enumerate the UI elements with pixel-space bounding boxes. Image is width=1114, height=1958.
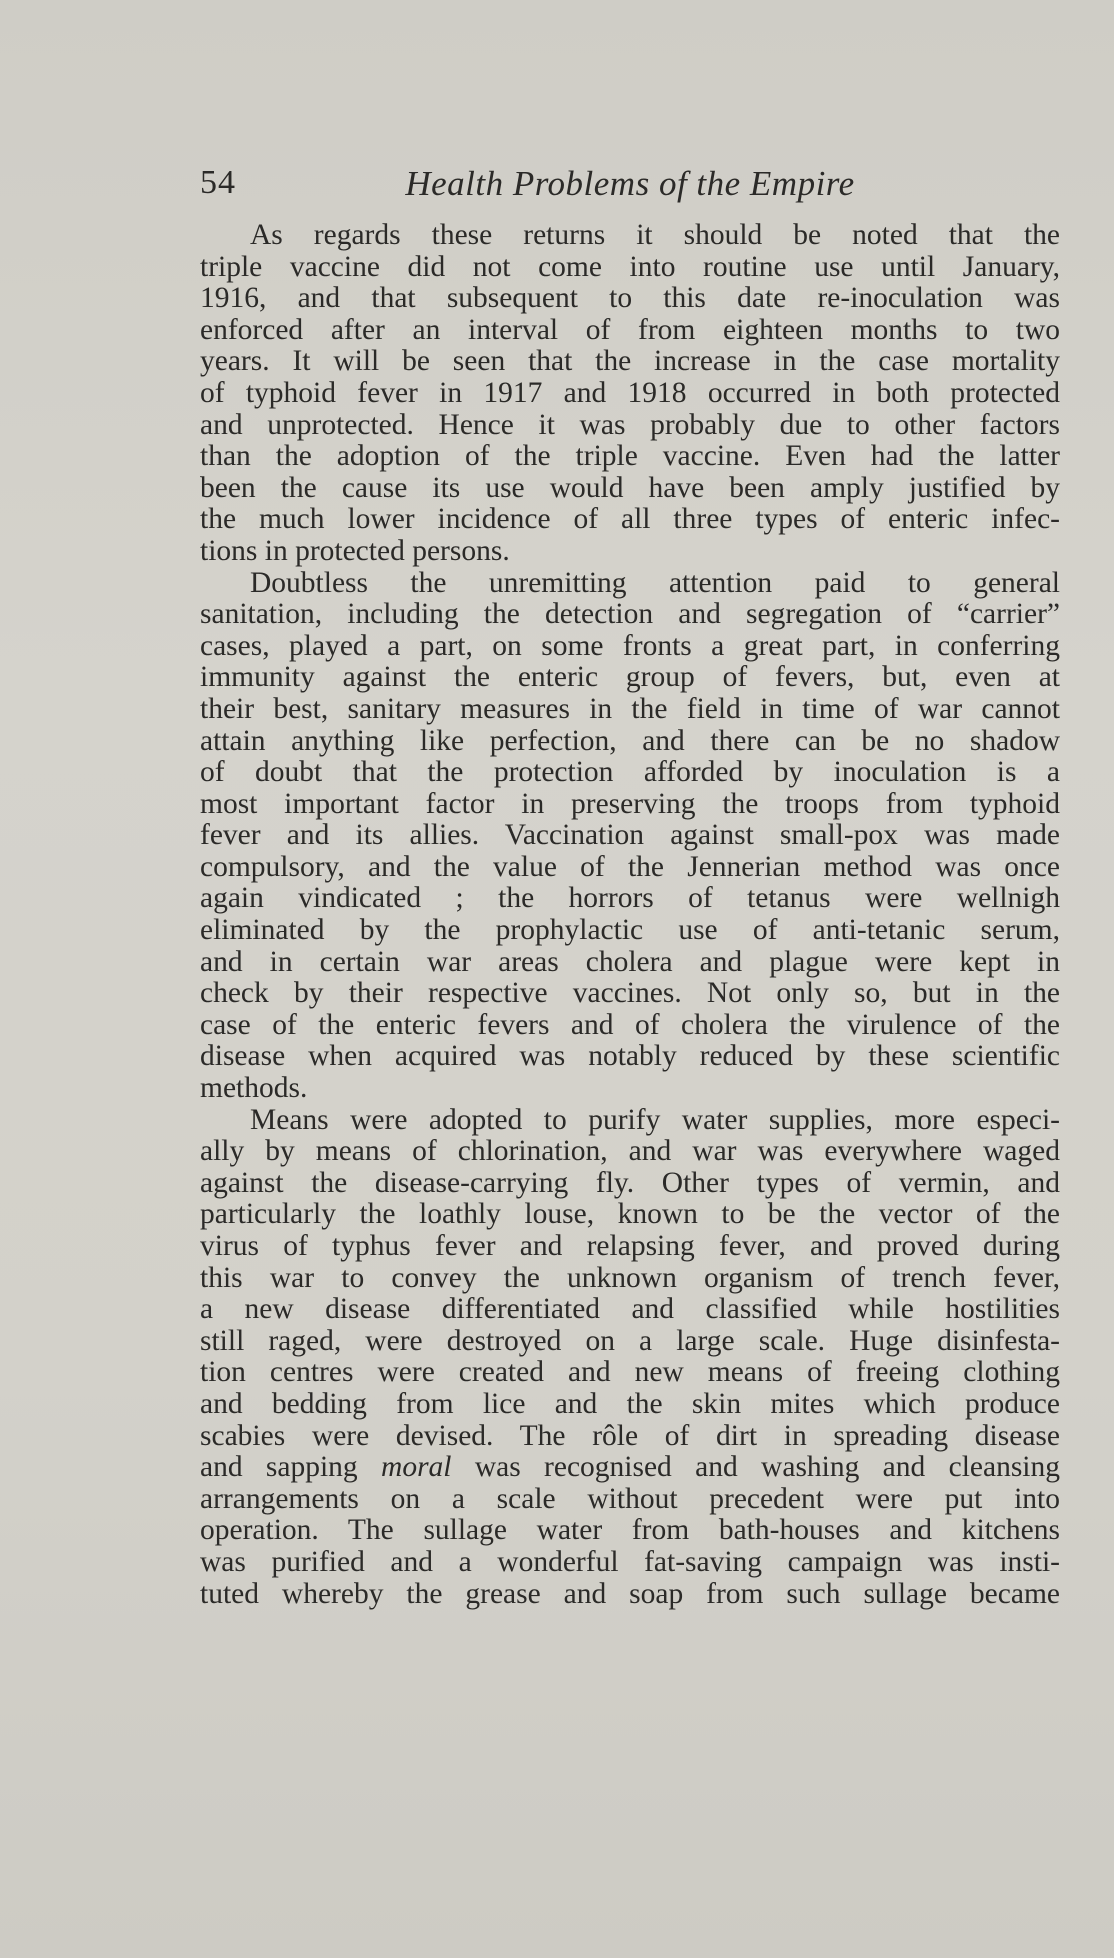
text-line: tuted whereby the grease and soap from such sullage became	[200, 1577, 1060, 1610]
text-line: their best, sanitary measures in the field in time of war cannot	[200, 692, 1060, 725]
text-line: particularly the loathly louse, known to be the vector of the	[200, 1198, 1060, 1231]
text-line: than the adoption of the triple vaccine. Even had the latter	[200, 440, 1060, 473]
text-line: methods.	[200, 1072, 308, 1105]
italic-word: moral	[381, 1451, 452, 1484]
text-line: ally by means of chlorination, and war was everywhere waged	[200, 1135, 1060, 1168]
text-run: and sapping	[200, 1451, 358, 1484]
text-line: and bedding from lice and the skin mites which produce	[200, 1387, 1060, 1420]
text-line: a new disease differentiated and classified while hostilities	[200, 1293, 1060, 1326]
text-line: Doubtless the unremitting attention paid to general	[250, 566, 1060, 599]
paragraph	[200, 220, 1060, 568]
text-line: As regards these returns it should be noted that the	[250, 219, 1060, 251]
text-line: cases, played a part, on some fronts a great part, in conferring	[200, 629, 1060, 662]
text-line: Means were adopted to purify water supplies, more especi-	[250, 1103, 1060, 1136]
text-line: compulsory, and the value of the Jennerian method was once	[200, 850, 1060, 883]
text-line: still raged, were destroyed on a large scale. Huge disinfesta-	[200, 1324, 1060, 1357]
text-line: tions in protected persons.	[200, 534, 510, 567]
running-head	[200, 160, 1060, 208]
text-line: was purified and a wonderful fat-saving campaign was insti-	[200, 1545, 1060, 1578]
text-line: been the cause its use would have been amply justified by	[200, 471, 1060, 504]
paragraph	[200, 568, 1060, 1105]
text-line: of typhoid fever in 1917 and 1918 occurred in both protected	[200, 376, 1060, 409]
text-line: and in certain war areas cholera and plague were kept in	[200, 945, 1060, 978]
text-line: the much lower incidence of all three types of enteric infec-	[200, 503, 1060, 536]
text-line: sanitation, including the detection and segregation of “carrier”	[200, 598, 1060, 631]
text-line: and unprotected. Hence it was probably due to other factors	[200, 408, 1060, 441]
text-line: against the disease-carrying fly. Other types of vermin, and	[200, 1166, 1060, 1199]
text-line: disease when acquired was notably reduced by these scientific	[200, 1040, 1060, 1073]
paragraph	[200, 1105, 1060, 1611]
body-text	[200, 220, 1060, 1610]
text-line: again vindicated ; the horrors of tetanus were wellnigh	[200, 882, 1060, 915]
text-line: arrangements on a scale without precedent were put into	[200, 1482, 1060, 1515]
page-number: 54	[200, 164, 236, 201]
text-line: tion centres were created and new means of freeing clothing	[200, 1356, 1060, 1389]
text-line	[200, 1452, 1060, 1484]
text-line: scabies were devised. The rôle of dirt in spreading disease	[200, 1419, 1060, 1452]
text-line: case of the enteric fevers and of cholera the virulence of the	[200, 1008, 1060, 1041]
book-page	[200, 160, 1060, 1610]
text-line: this war to convey the unknown organism of trench fever,	[200, 1261, 1060, 1294]
text-line: attain anything like perfection, and there can be no shadow	[200, 724, 1060, 757]
text-line: of doubt that the protection afforded by inoculation is a	[200, 756, 1060, 789]
text-line: most important factor in preserving the troops from typhoid	[200, 787, 1060, 820]
text-line: eliminated by the prophylactic use of anti-tetanic serum,	[200, 914, 1060, 947]
text-line: fever and its allies. Vaccination against small-pox was made	[200, 819, 1060, 852]
text-line: virus of typhus fever and relapsing fever, and proved during	[200, 1230, 1060, 1262]
text-line: operation. The sullage water from bath-houses and kitchens	[200, 1514, 1060, 1547]
text-line: enforced after an interval of from eighteen months to two	[200, 313, 1060, 346]
text-line: check by their respective vaccines. Not only so, but in the	[200, 977, 1060, 1010]
text-run: was recognised and washing and cleansing	[474, 1451, 1061, 1484]
text-line: years. It will be seen that the increase in the case mortality	[200, 345, 1060, 378]
text-line: 1916, and that subsequent to this date re-inoculation was	[200, 282, 1060, 315]
running-title: Health Problems of the Empire	[405, 164, 855, 203]
text-line: immunity against the enteric group of fevers, but, even at	[200, 661, 1060, 694]
text-line: triple vaccine did not come into routine use until January,	[200, 250, 1060, 283]
